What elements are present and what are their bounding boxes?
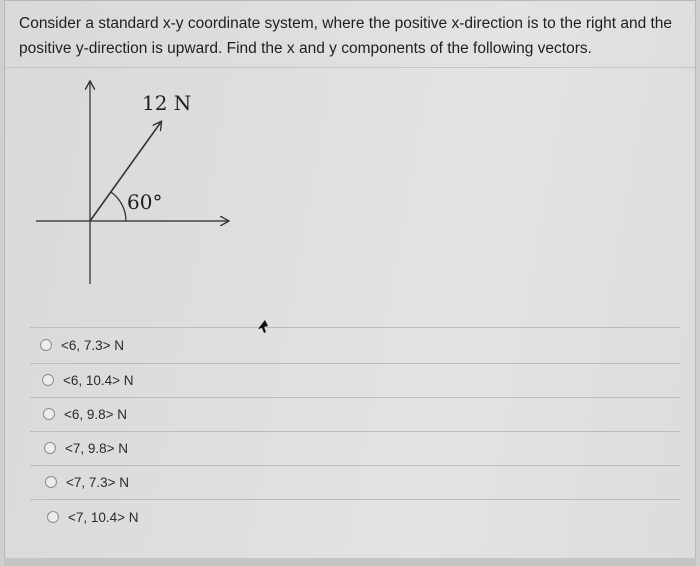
answer-option-label: <7, 10.4> N	[68, 509, 139, 525]
option-divider	[30, 397, 680, 398]
option-divider	[30, 327, 680, 328]
answer-option-label: <6, 7.3> N	[61, 337, 125, 353]
answer-option-6[interactable]	[47, 500, 139, 534]
radio-button-icon[interactable]	[44, 442, 56, 454]
radio-button-icon[interactable]	[43, 408, 55, 420]
radio-button-icon[interactable]	[40, 339, 52, 351]
radio-button-icon[interactable]	[42, 374, 54, 386]
answer-option-2[interactable]	[42, 363, 134, 397]
answer-option-label: <6, 10.4> N	[63, 372, 134, 388]
radio-button-icon[interactable]	[45, 476, 57, 488]
angle-label: 60°	[127, 190, 163, 214]
answer-option-label: <6, 9.8> N	[64, 406, 128, 422]
radio-button-icon[interactable]	[47, 511, 59, 523]
answer-option-label: <7, 7.3> N	[66, 474, 130, 490]
question-text: Consider a standard x-y coordinate system, where the positive x-direction is to the right and the positive y-direction is upward. Find the x and y components of the following vectors.	[19, 15, 673, 57]
bottom-edge	[4, 558, 696, 566]
vector-magnitude-label: 12 N	[142, 91, 192, 115]
mouse-cursor-icon	[256, 319, 272, 335]
answer-option-4[interactable]	[44, 431, 128, 465]
answer-option-5[interactable]	[45, 465, 129, 499]
answer-option-3[interactable]	[43, 397, 127, 431]
answer-option-label: <7, 9.8> N	[65, 440, 129, 456]
answer-option-1[interactable]	[40, 328, 124, 362]
